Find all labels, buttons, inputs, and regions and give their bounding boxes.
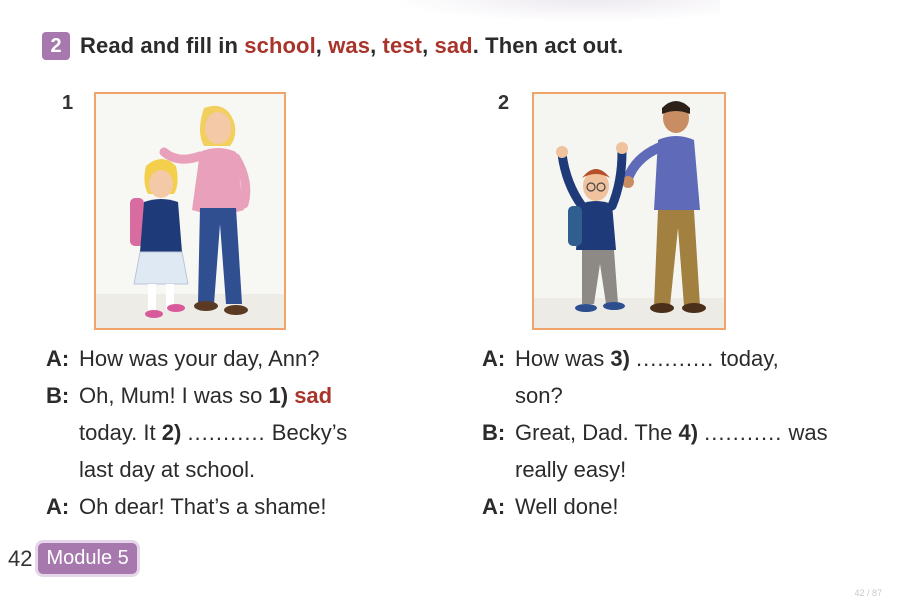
picture-2-illustration [534,94,724,328]
gap-number-3: 3) [610,346,630,371]
instruction-part: Read and fill in [80,33,245,58]
instruction-part: , [370,33,383,58]
gap-number-1: 1) [268,383,289,408]
instruction-part: . Then act out. [472,33,624,58]
speaker-label: B: [482,420,506,445]
answer-example-sad: sad [294,383,333,408]
page-number: 42 [8,545,33,571]
dialogue-text: How was [515,346,611,371]
instruction-part: , [315,33,329,58]
page-footer [8,543,137,574]
speaker-label: A: [482,494,506,519]
viewer-page-indicator: 42 / 87 [854,588,882,598]
dialogue-line [482,377,828,414]
dialogue-text: really easy! [515,457,627,482]
dialogue-text: last day at school. [79,457,256,482]
dialogue-text: today, [714,346,779,371]
dialogue-line [482,451,828,488]
gap-blank-4[interactable]: ........... [704,420,783,445]
dialogue-line [482,340,828,377]
module-label: Module 5 [38,543,136,574]
dialogue-line [46,451,347,488]
dialogue-text: Becky’s [265,420,348,445]
dialogue-line [46,377,347,414]
speaker-label: A: [46,494,70,519]
picture-1-illustration [96,94,284,328]
dialogue-line [46,340,347,377]
instruction-part: , [422,33,435,58]
instruction-word-sad: sad [434,33,473,58]
dialogue-text: son? [515,383,563,408]
picture-1-frame [94,92,286,330]
dialogue-text: How was your day, Ann? [79,346,320,371]
gap-number-2: 2) [161,420,182,445]
gap-blank-2[interactable]: ........... [187,420,266,445]
exercise-instruction [80,33,623,59]
gap-number-4: 4) [678,420,699,445]
dialogue-line [482,488,828,525]
speaker-label: A: [482,346,506,371]
dialogue-text: today. It [79,420,162,445]
top-decoration [390,0,720,22]
dialogue-text: Well done! [515,494,619,519]
dialogue-text: Oh, Mum! I was so [79,383,269,408]
speaker-label: B: [46,383,70,408]
dialogue-text: Oh dear! That’s a shame! [79,494,327,519]
instruction-word-was: was [328,33,371,58]
dialogue-line [46,488,347,525]
speaker-label: A: [46,346,70,371]
dialogue-text: was [782,420,828,445]
gap-blank-3[interactable]: ........... [636,346,715,371]
instruction-word-test: test [382,33,423,58]
dialogue-2 [482,340,828,525]
exercise-heading [42,32,623,60]
picture-2-number: 2 [498,92,510,114]
dialogue-text: Great, Dad. The [515,420,679,445]
instruction-word-school: school [244,33,316,58]
dialogue-line [46,414,347,451]
exercise-number-badge: 2 [42,32,70,60]
dialogue-1 [46,340,347,525]
picture-2-frame [532,92,726,330]
picture-1-number: 1 [62,92,74,114]
dialogue-line [482,414,828,451]
